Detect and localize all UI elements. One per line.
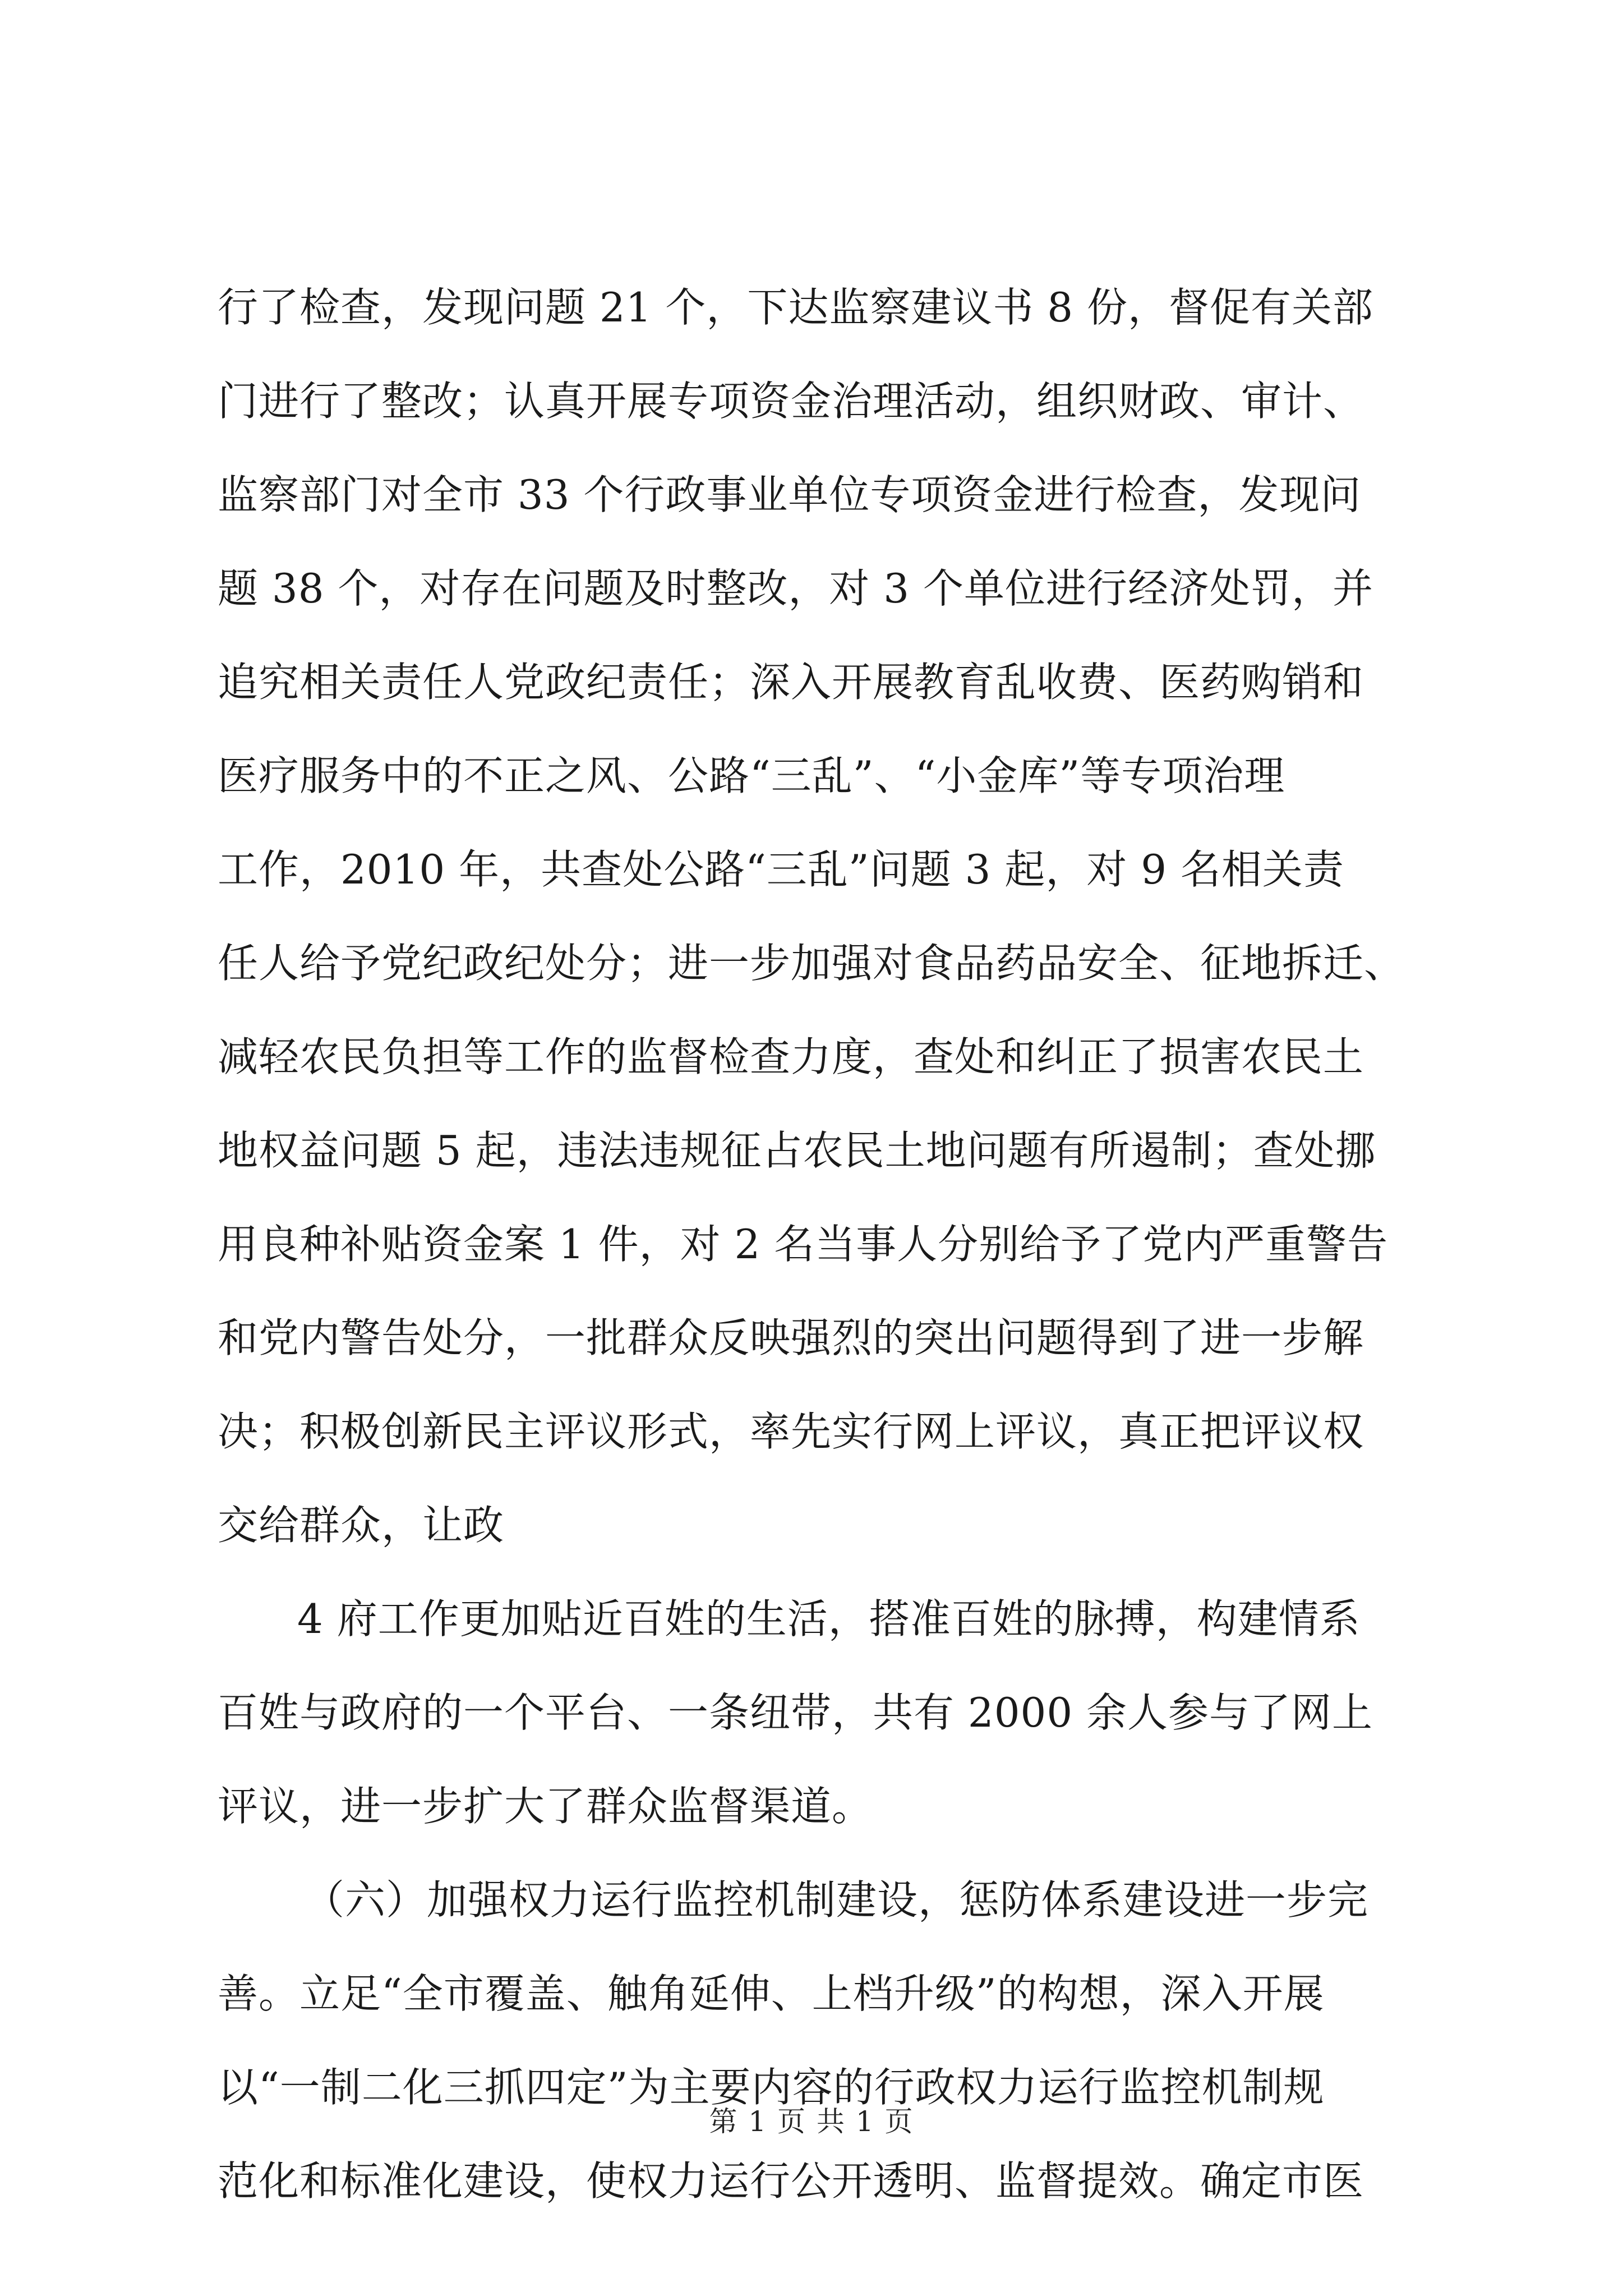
- text-line: 以“一制二化三抓四定”为主要内容的行政权力运行监控机制规: [218, 2064, 1325, 2111]
- section-heading-line: （六）加强权力运行监控机制建设，惩防体系建设进一步完: [304, 1876, 1369, 1924]
- paragraph-start-line: 4 府工作更加贴近百姓的生活，搭准百姓的脉搏，构建情系: [297, 1595, 1361, 1642]
- text-line: 减轻农民负担等工作的监督检查力度，查处和纠正了损害农民土: [218, 1033, 1364, 1080]
- page-footer: 第 1 页 共 1 页: [709, 2105, 914, 2138]
- text-line: 工作，2010 年，共查处公路“三乱”问题 3 起，对 9 名相关责: [218, 846, 1344, 893]
- text-line: 地权益问题 5 起，违法违规征占农民土地问题有所遏制；查处挪: [218, 1127, 1376, 1174]
- text-line: 题 38 个，对存在问题及时整改，对 3 个单位进行经济处罚，并: [218, 565, 1373, 612]
- text-line: 范化和标准化建设，使权力运行公开透明、监督提效。确定市医: [218, 2157, 1364, 2205]
- text-line: 任人给予党纪政纪处分；进一步加强对食品药品安全、征地拆迁、: [218, 940, 1405, 987]
- text-line: 追究相关责任人党政纪责任；深入开展教育乱收费、医药购销和: [218, 659, 1364, 706]
- text-line: 和党内警告处分，一批群众反映强烈的突出问题得到了进一步解: [218, 1314, 1364, 1361]
- text-line: 行了检查，发现问题 21 个，下达监察建议书 8 份，督促有关部: [218, 284, 1373, 331]
- text-line: 用良种补贴资金案 1 件，对 2 名当事人分别给予了党内严重警告: [218, 1221, 1389, 1268]
- text-line: 百姓与政府的一个平台、一条纽带，共有 2000 余人参与了网上: [218, 1689, 1373, 1736]
- text-line: 善。立足“全市覆盖、触角延伸、上档升级”的构想，深入开展: [218, 1970, 1325, 2017]
- text-line: 交给群众，让政: [218, 1502, 505, 1549]
- text-line: 决；积极创新民主评议形式，率先实行网上评议，真正把评议权: [218, 1408, 1364, 1455]
- text-line: 医疗服务中的不正之风、公路“三乱”、“小金库”等专项治理: [218, 752, 1285, 799]
- text-line: 门进行了整改；认真开展专项资金治理活动，组织财政、审计、: [218, 378, 1364, 425]
- text-line: 评议，进一步扩大了群众监督渠道。: [218, 1783, 873, 1830]
- document-body: [218, 261, 1435, 2228]
- text-line: 监察部门对全市 33 个行政事业单位专项资金进行检查，发现问: [218, 471, 1362, 518]
